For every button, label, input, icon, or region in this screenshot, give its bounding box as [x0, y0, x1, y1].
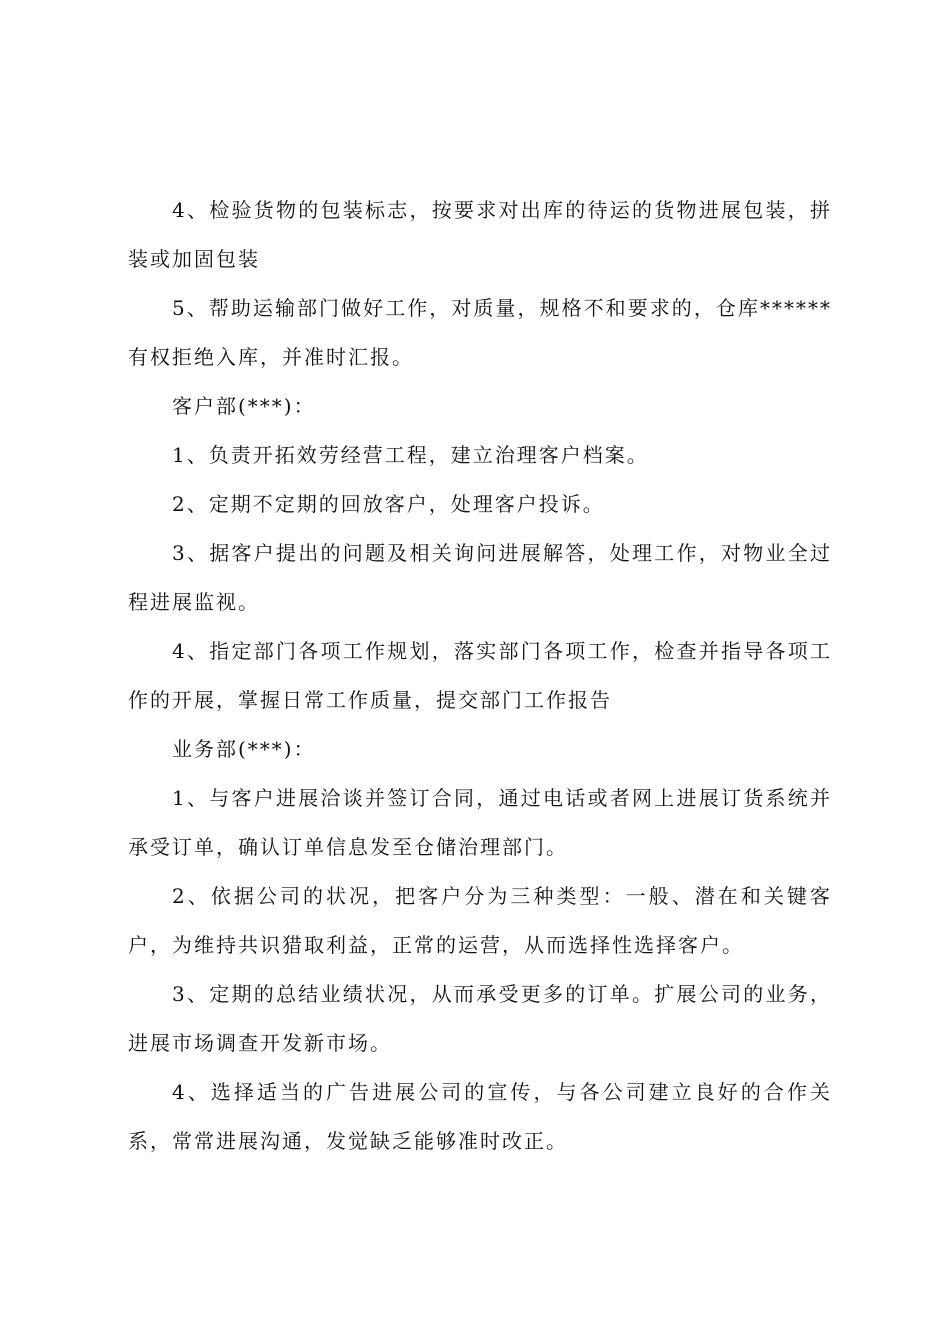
paragraph-business-4: 4、选择适当的广告进展公司的宣传，与各公司建立良好的合作关系，常常进展沟通，发觉缺乏能够准时改正。	[128, 1080, 832, 1153]
document-body	[128, 186, 832, 1166]
paragraph-customer-1: 1、负责开拓效劳经营工程，建立治理客户档案。	[172, 443, 649, 467]
paragraph-business-2: 2、依据公司的状况，把客户分为三种类型：一般、潜在和关键客户，为维持共识猎取利益，正常的运营，从而选择性选择客户。	[128, 884, 832, 957]
paragraph-customer-4: 4、指定部门各项工作规划，落实部门各项工作，检查并指导各项工作的开展，掌握日常工作质量，提交部门工作报告	[128, 639, 832, 712]
section-heading-business-dept: 业务部(***)：	[172, 737, 316, 761]
paragraph-customer-3: 3、据客户提出的问题及相关询问进展解答，处理工作，对物业全过程进展监视。	[128, 541, 832, 614]
paragraph-packaging-check: 4、检验货物的包装标志，按要求对出库的待运的货物进展包装，拼装或加固包装	[128, 198, 832, 271]
paragraph-customer-2: 2、定期不定期的回放客户，处理客户投诉。	[172, 492, 605, 516]
paragraph-business-1: 1、与客户进展洽谈并签订合同，通过电话或者网上进展订货系统并承受订单，确认订单信息发至仓储治理部门。	[128, 786, 832, 859]
section-heading-customer-dept: 客户部(***)：	[172, 394, 316, 418]
paragraph-business-3: 3、定期的总结业绩状况，从而承受更多的订单。扩展公司的业务，进展市场调查开发新市场。	[128, 982, 832, 1055]
paragraph-assist-transport: 5、帮助运输部门做好工作，对质量，规格不和要求的，仓库******有权拒绝入库，并准时汇报。	[128, 296, 832, 369]
